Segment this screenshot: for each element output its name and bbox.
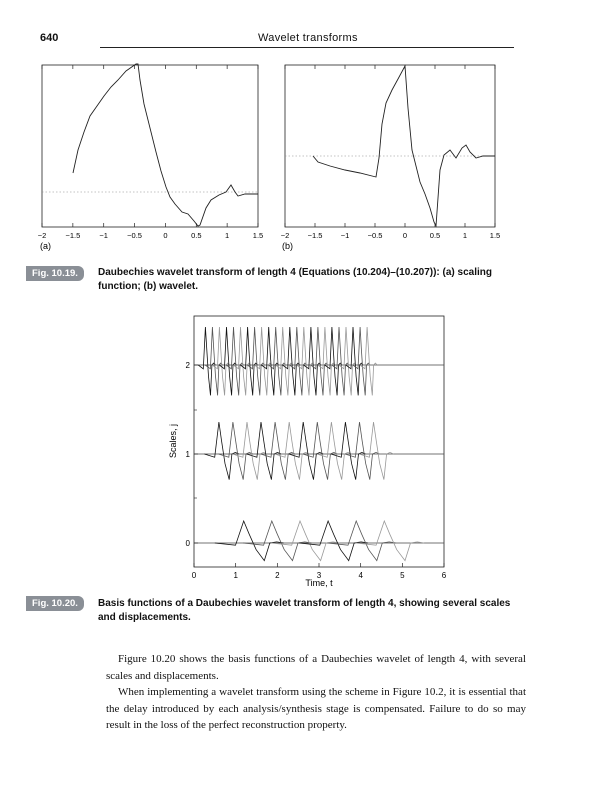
basis-function [345,422,379,480]
x-tick-label: −0.5 [367,231,383,240]
x-tick-label: 0 [163,231,168,240]
x-axis-label: Time, t [305,578,333,588]
x-tick-label: 1 [225,231,230,240]
x-tick-label: 2 [275,571,280,580]
x-tick-label: −1 [99,231,108,240]
scales-plot-frame [194,316,444,567]
basis-function [233,422,267,480]
paragraph-1: Figure 10.20 shows the basis functions of a Daubechies wavelet of length 4, with several scales and displacements. [106,653,526,682]
figure-10-20 [0,300,608,595]
figure-10-19 [0,0,608,265]
panel-b-plot [281,65,501,240]
basis-function [317,422,351,480]
x-tick-label: −2 [37,231,47,240]
basis-function [331,422,365,480]
x-tick-label: 1.5 [252,231,264,240]
wavelet-curve [313,66,495,226]
paragraph-2: When implementing a wavelet transform using the scheme in Figure 10.2, it is essential that the delay introduced by each analysis/synthesis stage is compensated. Failure to do so may result in the loss of the perfect reconstruction property. [106,686,526,731]
basis-function [271,521,340,561]
x-tick-label: −2 [280,231,290,240]
y-axis-label: Scales, j [168,423,178,459]
x-tick-label: 0.5 [429,231,441,240]
basis-function [289,422,323,480]
basis-functions-plot [194,327,444,561]
y-tick-label: 2 [185,361,190,370]
x-tick-label: 3 [316,571,322,580]
x-tick-label: 5 [400,571,405,580]
x-tick-label: −1.5 [65,231,81,240]
basis-function [327,521,396,561]
x-tick-label: −1.5 [307,231,323,240]
panel-a-plot [38,64,264,240]
basis-function [215,521,284,561]
x-tick-label: 0.5 [191,231,202,240]
basis-function [261,422,295,480]
x-tick-label: 0 [402,231,408,240]
x-tick-label: −1 [340,231,350,240]
basis-function [204,422,238,480]
basis-function [359,422,393,480]
page-number: 640 [40,32,59,44]
panel-a-frame [42,65,258,227]
x-tick-label: 6 [441,571,447,580]
basis-function [299,521,368,561]
panel-b-frame [285,65,495,227]
figure-10-20-caption: Basis functions of a Daubechies wavelet transform of length 4, showing several scales and displacements. [98,598,511,623]
x-tick-label: 1 [462,231,468,240]
x-tick-label: 0 [191,571,197,580]
y-tick-label: 0 [185,539,190,548]
basis-function [356,521,425,561]
basis-function [243,521,312,561]
basis-function [219,422,253,480]
x-tick-label: 1.5 [489,231,501,240]
panel-a-label: (a) [40,241,51,251]
x-tick-label: 4 [358,571,363,580]
x-tick-label: 1 [233,571,238,580]
figure-10-20-badge: Fig. 10.20. [26,596,84,611]
figure-10-19-badge: Fig. 10.19. [26,266,84,281]
scaling-function-curve [73,64,258,226]
basis-function [275,422,309,480]
body-text [106,651,526,734]
panel-b-label: (b) [282,241,293,251]
basis-function [303,422,337,480]
y-tick-label: 1 [185,450,190,459]
running-title: Wavelet transforms [258,32,358,44]
figure-10-19-caption: Daubechies wavelet transform of length 4 (Equations (10.204)–(10.207)): (a) scaling function; (b) wavelet. [98,267,492,292]
basis-function [247,422,281,480]
x-tick-label: −0.5 [127,231,142,240]
